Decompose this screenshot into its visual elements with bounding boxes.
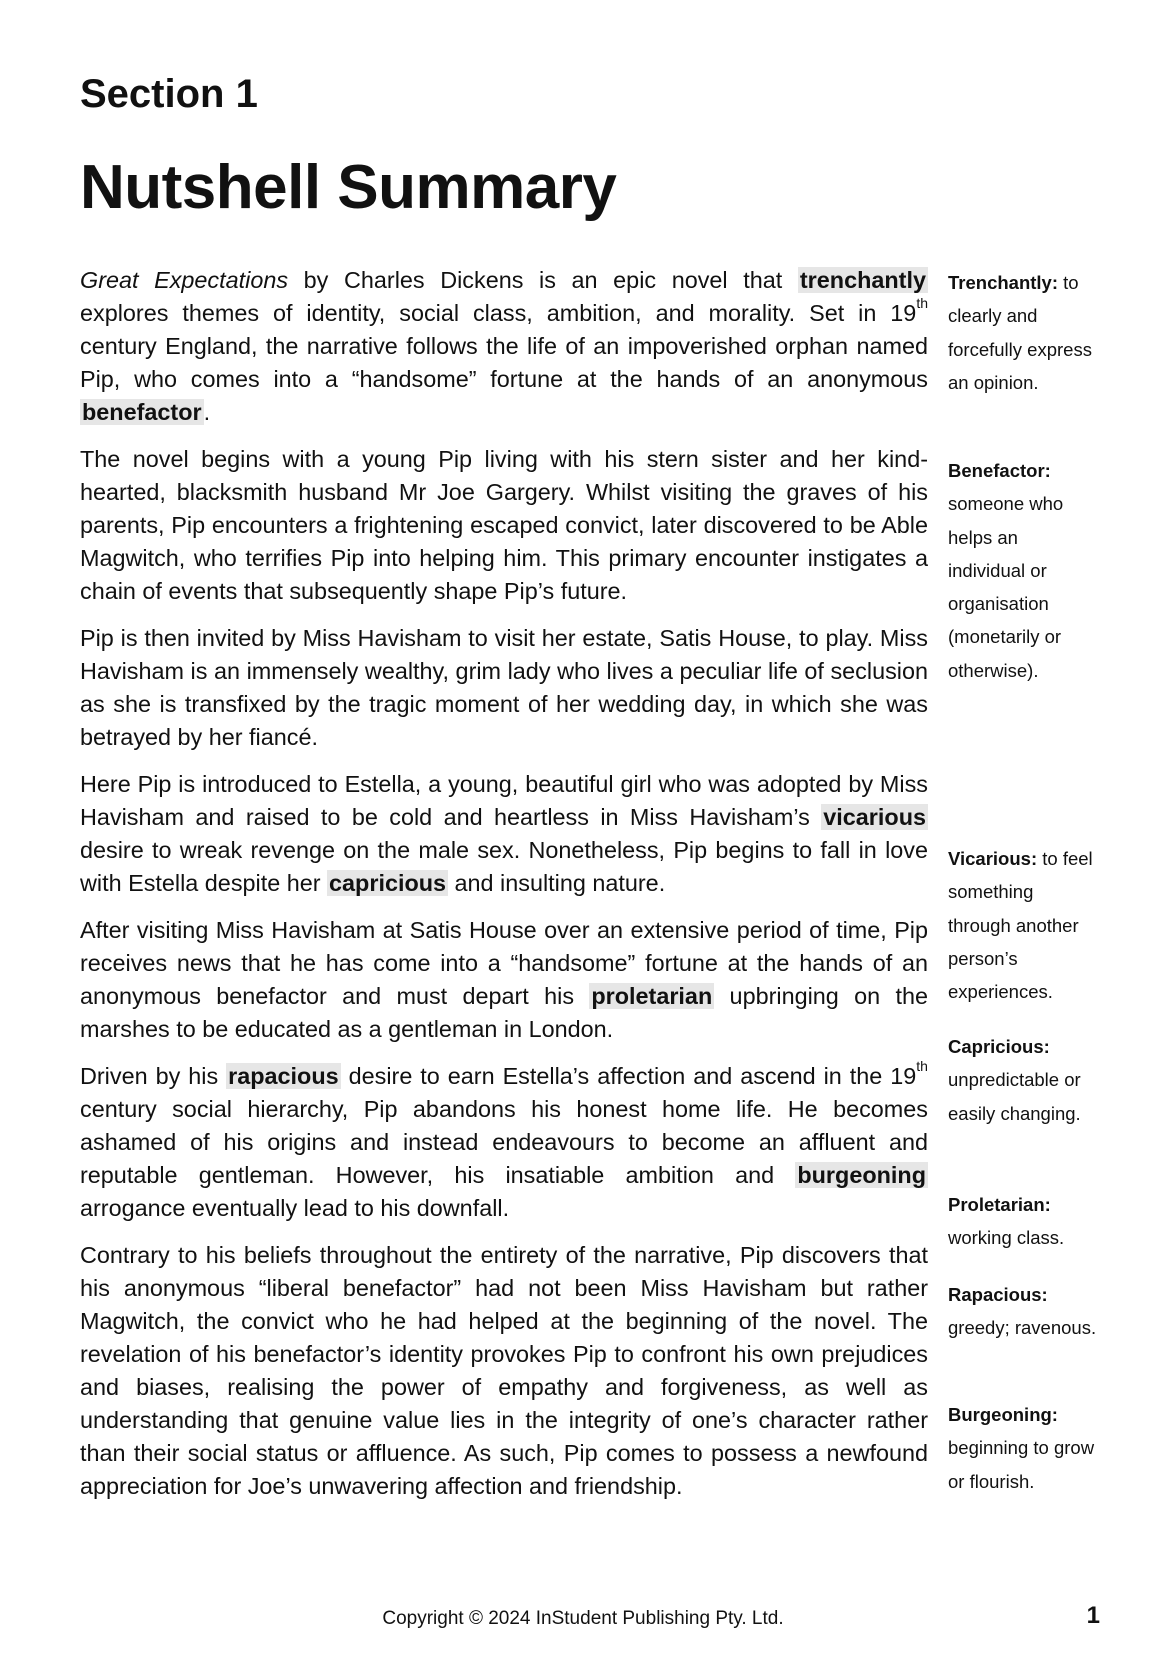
glossary-term: Rapacious:: [948, 1284, 1048, 1305]
glossary-term: Proletarian:: [948, 1194, 1051, 1215]
glossary-benefactor: [948, 454, 1098, 687]
text-span: explores themes of identity, social class, ambition, and morality. Set in 19: [80, 300, 917, 326]
glossary-term: Burgeoning:: [948, 1404, 1058, 1425]
text-span: century social hierarchy, Pip abandons his honest home life. He becomes ashamed of his origins and instead endeavours to become an affluent and reputable gentleman. However, his insatiable ambition and: [80, 1096, 928, 1188]
section-label: Section 1: [80, 72, 258, 116]
text-span: desire to earn Estella’s affection and ascend in the 19: [340, 1063, 917, 1089]
paragraph-7: Contrary to his beliefs throughout the entirety of the narrative, Pip discovers that his anonymous “liberal benefactor” had not been Miss Havisham but rather Magwitch, the convict who he had helped at the beginning of the novel. The revelation of his benefactor’s identity provokes Pip to confront his own prejudices and biases, realising the power of empathy and forgiveness, as well as understanding that genuine value lies in the integrity of one’s character rather than their social status or affluence. As such, Pip comes to possess a newfound appreciation for Joe’s unwavering affection and friendship.: [80, 1242, 928, 1499]
superscript: th: [916, 295, 928, 312]
glossary-vicarious: [948, 842, 1098, 1008]
paragraph-4: [80, 768, 928, 900]
highlight-burgeoning: burgeoning: [797, 1162, 926, 1188]
glossary-definition: beginning to grow or flourish.: [948, 1437, 1095, 1492]
text-span: After visiting Miss Havisham at Satis House over an extensive period of time, Pip receives news that he has come into a “handsome” fortune at the hands of an anonymous benefactor and must depart his: [80, 917, 928, 1009]
text-span: and insulting nature.: [448, 870, 666, 896]
page-number: 1: [1086, 1602, 1100, 1629]
text-span: Here Pip is introduced to Estella, a young, beautiful girl who was adopted by Miss Havisham and raised to be cold and heartless in Miss Havisham’s: [80, 771, 928, 830]
highlight-vicarious: vicarious: [823, 804, 926, 830]
glossary-definition: working class.: [948, 1227, 1065, 1249]
book-title: Great Expectations: [80, 267, 289, 293]
glossary-term: Trenchantly:: [948, 272, 1058, 293]
glossary-capricious: [948, 1030, 1098, 1130]
glossary-trenchantly: [948, 266, 1098, 399]
text-span: century England, the narrative follows the life of an impoverished orphan named Pip, who comes into a “handsome” fortune at the hands of an anonymous: [80, 333, 928, 392]
glossary-definition: to feel something through another person’s experiences.: [948, 848, 1093, 1003]
text-span: upbringing on the marshes to be educated as a gentleman in London.: [80, 983, 928, 1042]
glossary-burgeoning: [948, 1398, 1098, 1498]
highlight-benefactor: benefactor: [82, 399, 202, 425]
text-span: by Charles Dickens is an epic novel that: [288, 267, 798, 293]
page-title: Nutshell Summary: [80, 153, 617, 222]
text-span: Driven by his: [80, 1063, 227, 1089]
copyright-footer: Copyright © 2024 InStudent Publishing Pty. Ltd.: [382, 1608, 784, 1629]
highlight-trenchantly: trenchantly: [799, 267, 926, 293]
glossary-rapacious: [948, 1278, 1098, 1345]
text-span: desire to wreak revenge on the male sex. Nonetheless, Pip begins to fall in love with Estella despite her: [80, 837, 928, 896]
highlight-capricious: capricious: [329, 870, 447, 896]
glossary-proletarian: [948, 1188, 1098, 1255]
glossary-definition: greedy; ravenous.: [948, 1317, 1097, 1339]
glossary-definition: someone who helps an individual or organisation (monetarily or otherwise).: [948, 493, 1064, 681]
glossary-term: Vicarious:: [948, 848, 1038, 869]
paragraph-6: [80, 1060, 928, 1225]
glossary-term: Benefactor:: [948, 460, 1051, 481]
paragraph-5: [80, 914, 928, 1046]
highlight-rapacious: rapacious: [228, 1063, 339, 1089]
glossary-definition: to clearly and forcefully express an opinion.: [948, 272, 1092, 393]
paragraph-3: Pip is then invited by Miss Havisham to visit her estate, Satis House, to play. Miss Havisham is an immensely wealthy, grim lady who lives a peculiar life of seclusion as she is transfixed by the tragic moment of her wedding day, in which she was betrayed by her fiancé.: [80, 625, 928, 750]
paragraph-2: The novel begins with a young Pip living with his stern sister and her kind-hearted, blacksmith husband Mr Joe Gargery. Whilst visiting the graves of his parents, Pip encounters a frightening escaped convict, later discovered to be Able Magwitch, who terrifies Pip into helping him. This primary encounter instigates a chain of events that subsequently shape Pip’s future.: [80, 446, 928, 604]
paragraph-1: [80, 264, 928, 429]
glossary-definition: unpredictable or easily changing.: [948, 1069, 1081, 1124]
summary-body: [80, 264, 928, 1517]
highlight-proletarian: proletarian: [591, 983, 713, 1009]
text-span: .: [203, 399, 211, 425]
superscript: th: [916, 1058, 928, 1075]
text-span: arrogance eventually lead to his downfall.: [80, 1195, 510, 1221]
glossary-term: Capricious:: [948, 1036, 1050, 1057]
